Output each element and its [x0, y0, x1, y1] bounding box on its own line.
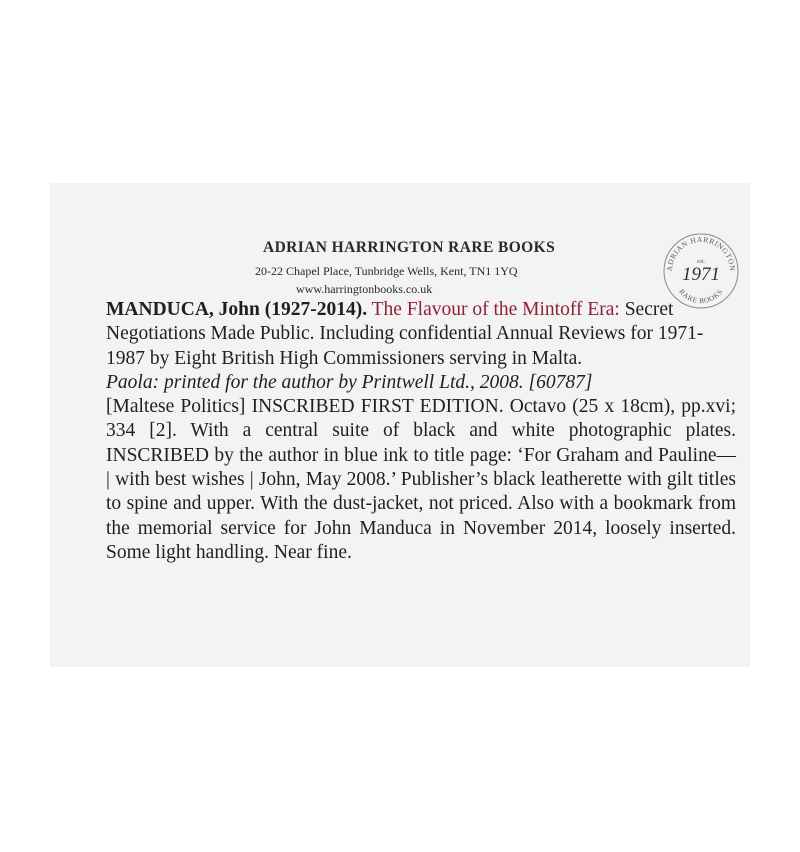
entry-subtitle: Secret Negotiations Made Public. Including confidential Annual Reviews for 1971-1987 by Eight British High Commissioners serving in Malta.	[106, 299, 704, 369]
seal-bottom-text: RARE BOOKS	[677, 287, 725, 306]
shop-website: www.harringtonbooks.co.uk	[296, 282, 433, 296]
description-card	[50, 183, 750, 667]
entry-description: [Maltese Politics] INSCRIBED FIRST EDITION. Octavo (25 x 18cm), pp.xvi; 334 [2]. With a central suite of black and white photographic plates. INSCRIBED by the author in blue ink to title page: ‘For Graham and Pauline— | with best wishes | John, May 2008.’ Publisher’s black leatherette with gilt titles to spine and upper. With the dust-jacket, not priced. Also with a bookmark from the memorial service for John Manduca in November 2014, loosely inserted. Some light handling. Near fine.	[106, 396, 736, 563]
entry-title: The Flavour of the Mintoff Era:	[371, 299, 620, 320]
seal-top-text: ADRIAN HARRINGTON	[664, 234, 738, 272]
entry-imprint: Paola: printed for the author by Printwell Ltd., 2008. [60787]	[106, 371, 593, 393]
shop-name: ADRIAN HARRINGTON RARE BOOKS	[263, 239, 556, 256]
entry-author: MANDUCA, John (1927-2014).	[106, 299, 368, 320]
book-entry	[106, 298, 736, 565]
seal-year: 1971	[682, 264, 720, 285]
entry-lead	[106, 298, 736, 371]
seal-est: est.	[696, 259, 706, 265]
shop-address: 20-22 Chapel Place, Tunbridge Wells, Kent, TN1 1YQ	[255, 264, 518, 278]
